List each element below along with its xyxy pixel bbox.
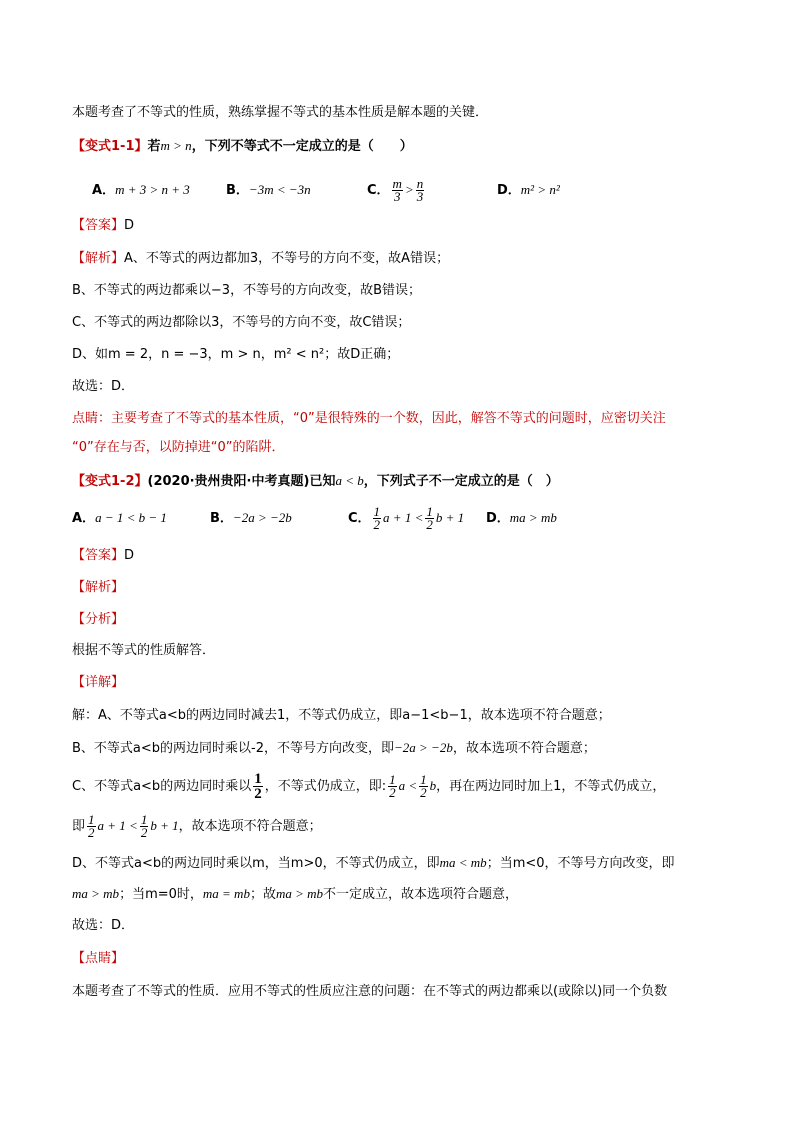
- q2-detail-line-7: 故选：D．: [72, 918, 135, 933]
- q2-detail-line-5: D、不等式a<b的两边同时乘以m，当m>0，不等式仍成立，即ma < mb；当m<0，不等号方向改变，即: [72, 855, 675, 871]
- q2-detail-line-1: 解：A、不等式a<b的两边同时减去1，不等式仍成立，即a−1<b−1，故本选项不符合题意；: [72, 708, 611, 723]
- q2-detail-line-6: ma > mb；当m=0时，ma = mb；故ma > mb不一定成立，故本选项符合题意，: [72, 886, 519, 902]
- q1-analysis-line-4: D、如m = 2，n = −3，m > n，m² < n²；故D正确；: [72, 347, 400, 362]
- q2-option-d: D．ma > mb: [486, 510, 557, 526]
- q2-tip-text: 本题考查了不等式的性质．应用不等式的性质应注意的问题：在不等式的两边都乘以(或除以)同一个负数: [72, 984, 668, 999]
- q2-detail-line-4: 即 $\frac{1}{2}$ a + 1 < $\frac{1}{2}$ b + 1，故本选项不符合题意；: [72, 812, 322, 840]
- q1-analysis-line-1: 【解析】A、不等式的两边都加3，不等号的方向不变，故A错误；: [72, 251, 450, 266]
- q1-analysis-line-5: 故选：D．: [72, 379, 135, 394]
- q1-option-d: D．m² > n²: [497, 182, 560, 198]
- q1-analysis-line-3: C、不等式的两边都除以3，不等号的方向不变，故C错误；: [72, 315, 411, 330]
- q2-analysis-label: 【解析】: [72, 580, 125, 595]
- q1-option-c-frac1: $\frac{m}{3}$: [392, 176, 402, 204]
- q1-option-c: C． $\frac{m}{3}$ > $\frac{n}{3}$: [367, 176, 424, 204]
- q2-stem: 【变式1-2】(2020·贵州贵阳·中考真题)已知a < b，下列式子不一定成立的是（ ）: [72, 473, 559, 489]
- q2-answer: 【答案】D: [72, 548, 135, 563]
- q1-option-c-frac2: $\frac{n}{3}$: [416, 176, 424, 204]
- q2-option-b: B．−2a > −2b: [210, 510, 292, 526]
- q1-option-b: B．−3m < −3n: [226, 182, 311, 198]
- q2-option-a: A．a − 1 < b − 1: [72, 510, 167, 526]
- q2-detail-line-2: B、不等式a<b的两边同时乘以-2，不等号方向改变，即−2a > −2b，故本选项不符合题意；: [72, 740, 596, 756]
- q2-detail-label: 【详解】: [72, 675, 125, 690]
- q2-detail-line-3: C、不等式a<b的两边同时乘以 $\frac{1}{2}$ ，不等式仍成立，即: $\frac{1}{2}$ a < $\frac{1}{2}$ b，再在两边同时加上1，不等式仍成立，: [72, 771, 666, 802]
- q1-comment-line-2: “0”存在与否，以防掉进“0”的陷阱．: [72, 440, 285, 455]
- q1-tag: 【变式1-1】: [72, 139, 148, 154]
- q2-tip-label: 【点睛】: [72, 951, 125, 966]
- q2-analyze-text: 根据不等式的性质解答．: [72, 643, 216, 658]
- q2-analyze-label: 【分析】: [72, 612, 125, 627]
- intro-text: 本题考查了不等式的性质，熟练掌握不等式的基本性质是解本题的关键．: [72, 105, 489, 120]
- q1-answer: 【答案】D: [72, 218, 135, 233]
- q1-analysis-line-2: B、不等式的两边都乘以−3，不等号的方向改变，故B错误；: [72, 283, 422, 298]
- q1-comment-line-1: 点睛：主要考查了不等式的基本性质，“0”是很特殊的一个数，因此，解答不等式的问题时，应密切关注: [72, 411, 666, 426]
- q2-tag: 【变式1-2】: [72, 474, 148, 489]
- q1-option-a: A．m + 3 > n + 3: [92, 182, 190, 198]
- q2-option-c: C． $\frac{1}{2}$ a + 1 < $\frac{1}{2}$ b + 1: [348, 504, 465, 532]
- q1-stem: 【变式1-1】若m > n，下列不等式不一定成立的是（ ）: [72, 138, 413, 154]
